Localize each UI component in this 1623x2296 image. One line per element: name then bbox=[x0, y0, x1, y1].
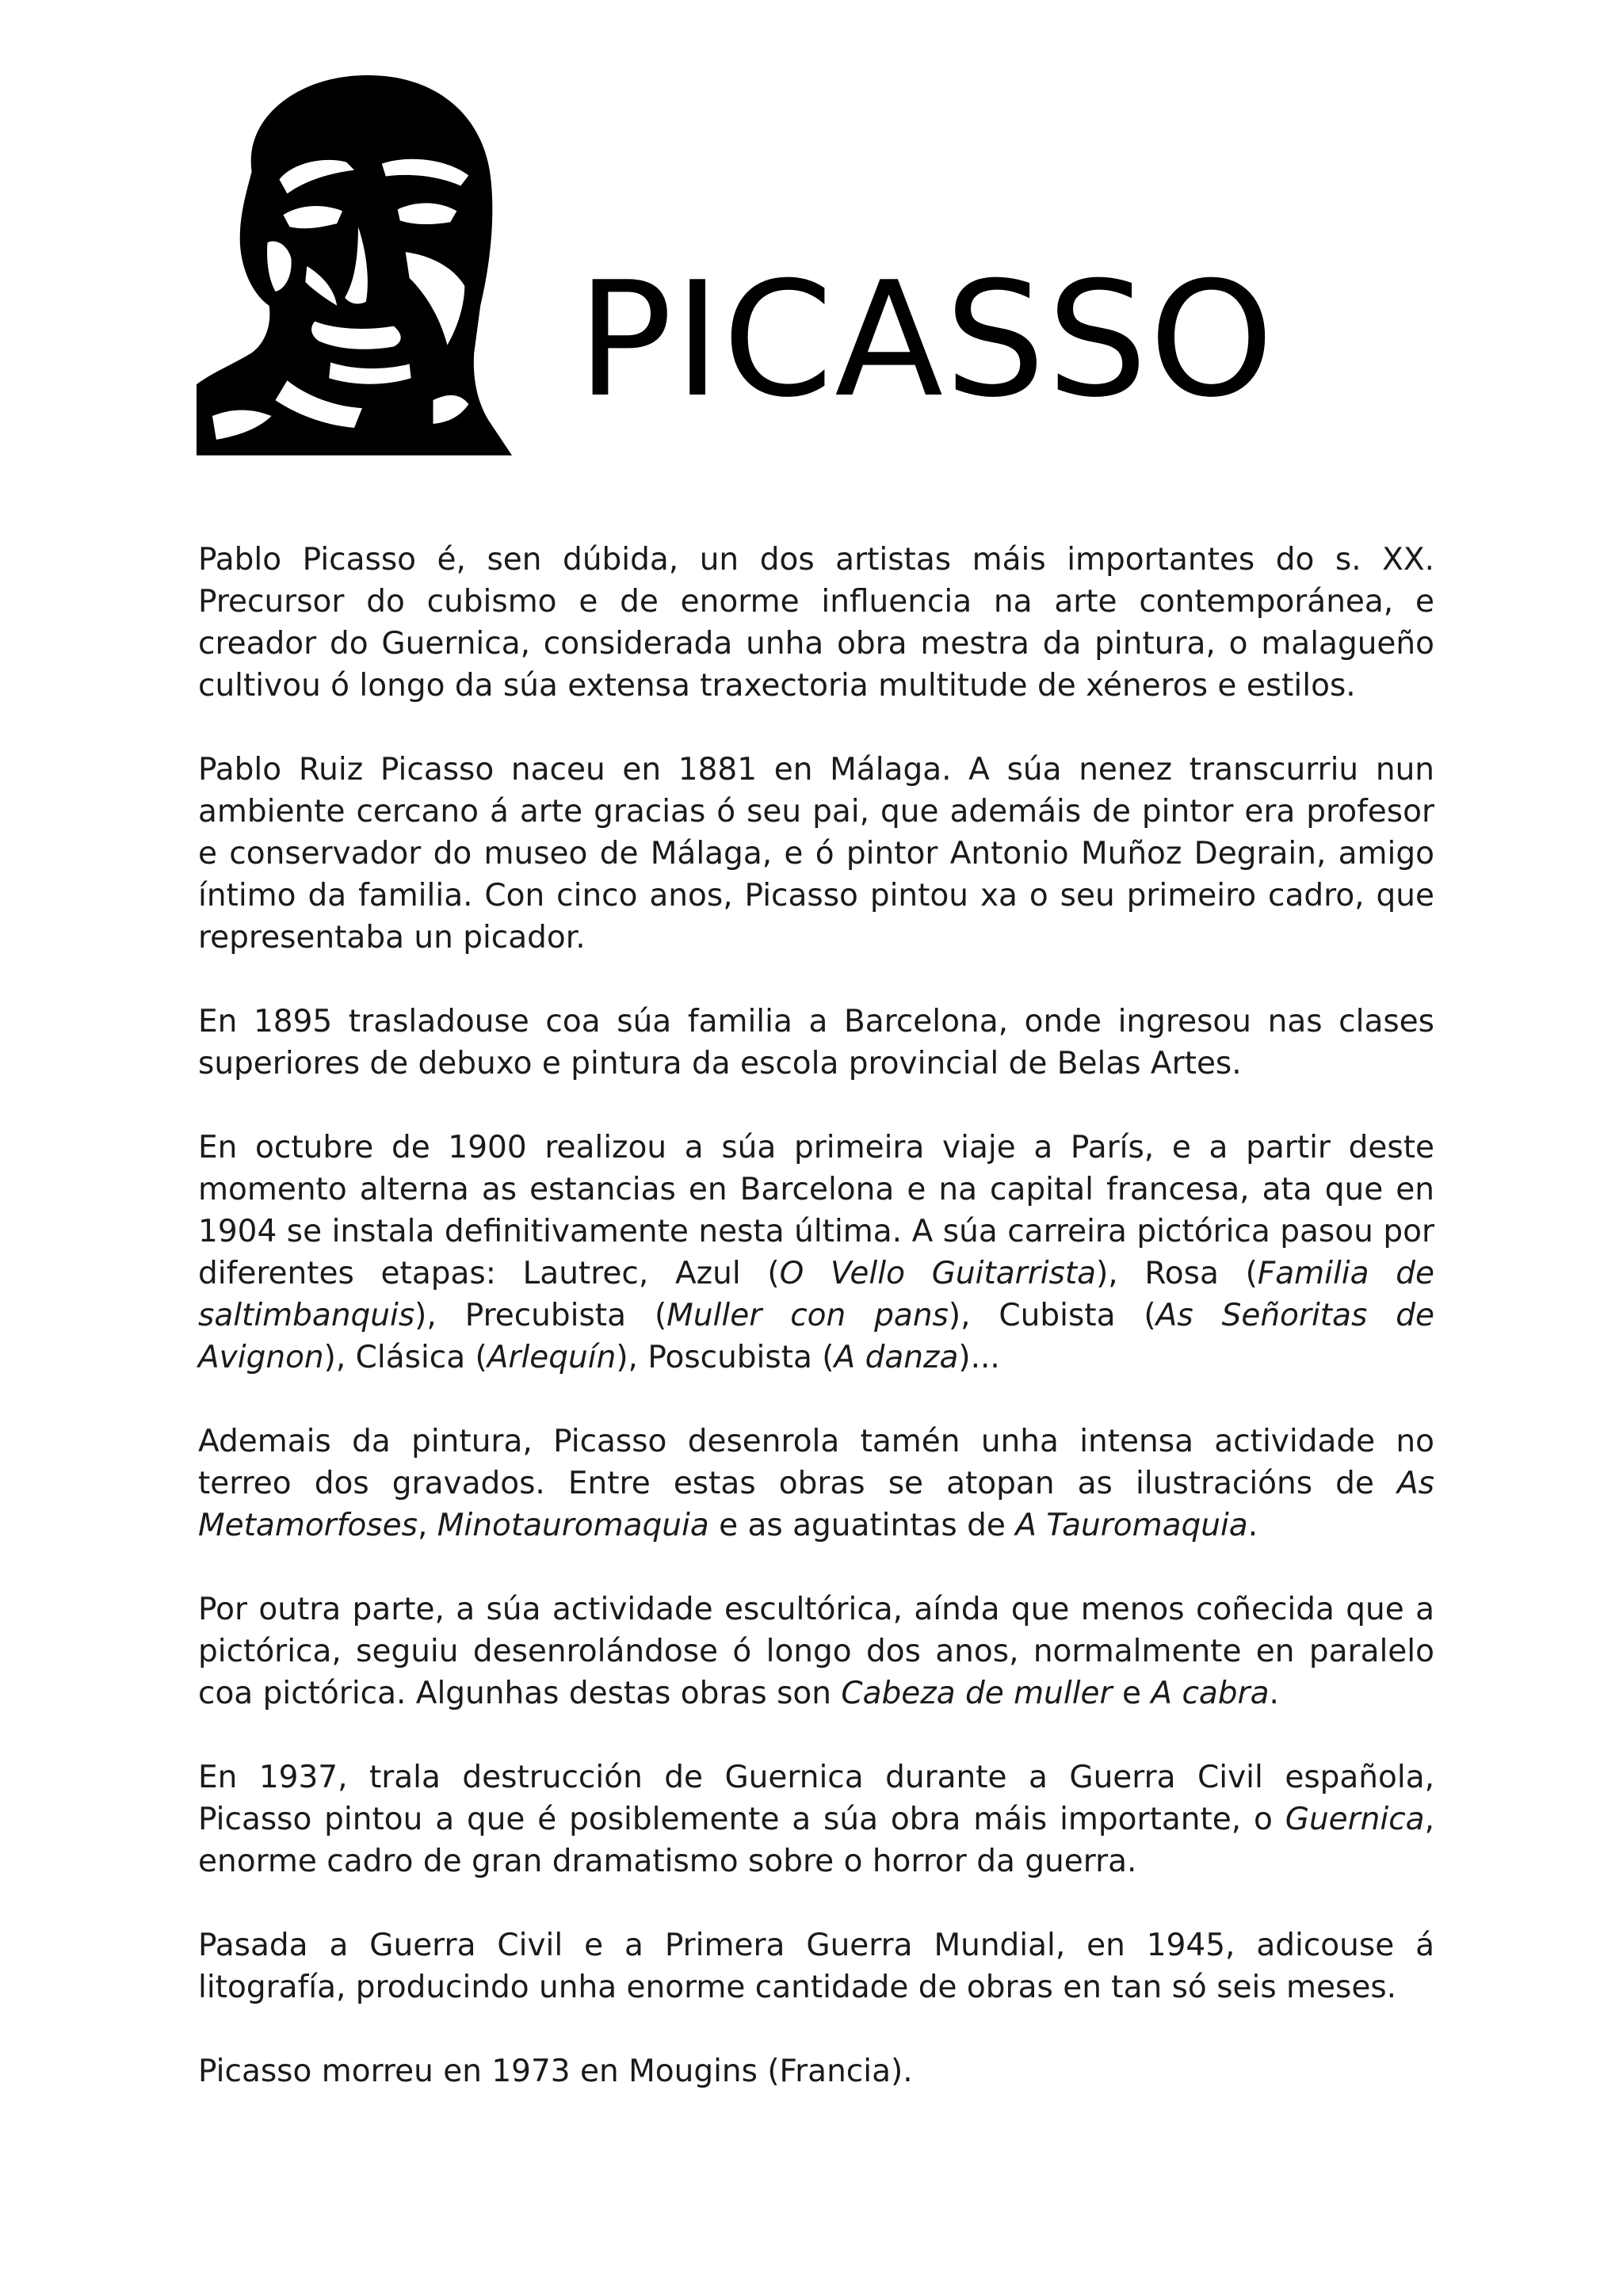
text-span: En octubre de 1900 realizou a súa primeira viaje a París, e a partir deste momento alterna as estancias en Barcelona e na capital francesa, ata que en 1904 se instala definitivamente nesta última. A súa carreira pictórica pasou por diferentes etapas: Lautrec, Azul ( bbox=[198, 1130, 1434, 1291]
text-span: e bbox=[1112, 1676, 1151, 1711]
paragraph-intro: Pablo Picasso é, sen dúbida, un dos artistas máis importantes do s. XX. Precursor do cubismo e de enorme influencia na arte contemporánea, e creador do Guernica, considerada unha obra mestra da pintura, o malagueño cultivou ó longo da súa extensa traxectoria multitude de xéneros e estilos. bbox=[198, 542, 1434, 704]
text-span: , enorme cadro de gran dramatismo sobre o horror da guerra. bbox=[198, 1802, 1434, 1879]
paragraph-death: Picasso morreu en 1973 en Mougins (Francia). bbox=[198, 2054, 913, 2089]
artwork-title: Guernica bbox=[1285, 1802, 1425, 1837]
artwork-title: Minotauromaquia bbox=[437, 1508, 709, 1543]
text-span: . bbox=[1247, 1508, 1258, 1543]
artwork-title: A danza bbox=[834, 1340, 959, 1375]
paragraph-lithography: Pasada a Guerra Civil e a Primera Guerra Mundial, en 1945, adicouse á litografía, producindo unha enorme cantidade de obras en tan só seis meses. bbox=[198, 1928, 1434, 2005]
text-span: ), Rosa ( bbox=[1096, 1256, 1258, 1291]
page-title: PICASSO bbox=[577, 248, 1276, 433]
text-span: En 1937, trala destrucción de Guernica durante a Guerra Civil española, Picasso pintou a que é posiblemente a súa obra máis importante, o bbox=[198, 1760, 1434, 1837]
artwork-title: Familia de saltimbanquis bbox=[198, 1256, 1435, 1333]
picasso-portrait-icon bbox=[197, 68, 512, 456]
paragraph-childhood: Pablo Ruiz Picasso naceu en 1881 en Málaga. A súa nenez transcurriu nun ambiente cercano á arte gracias ó seu pai, que ademáis de pintor era profesor e conservador do museo de Málaga, e ó pintor Antonio Muñoz Degrain, amigo íntimo da familia. Con cinco anos, Picasso pintou xa o seu primeiro cadro, que representaba un picador. bbox=[198, 752, 1434, 955]
paragraph-barcelona: En 1895 trasladouse coa súa familia a Barcelona, onde ingresou nas clases superiores de debuxo e pintura da escola provincial de Belas Artes. bbox=[198, 1004, 1434, 1081]
text-span: ), Precubista ( bbox=[414, 1298, 667, 1333]
text-span: Por outra parte, a súa actividade escultórica, aínda que menos coñecida que a pictórica, seguiu desenrolándose ó longo dos anos, normalmente en paralelo coa pictórica. Algunhas destas obras son bbox=[198, 1592, 1434, 1711]
paragraph-sculpture bbox=[198, 1589, 1434, 1714]
artwork-title: A Tauromaquia bbox=[1015, 1508, 1248, 1543]
text-span: ), Cubista ( bbox=[948, 1298, 1156, 1333]
text-span: Ademais da pintura, Picasso desenrola tamén unha intensa actividade no terreo dos gravados. Entre estas obras se atopan as ilustracións de bbox=[198, 1424, 1434, 1501]
text-span: ), Poscubista ( bbox=[616, 1340, 834, 1375]
text-span: ), Clásica ( bbox=[323, 1340, 487, 1375]
text-span: , bbox=[417, 1508, 437, 1543]
text-span: e as aguatintas de bbox=[708, 1508, 1016, 1543]
artwork-title: Muller con pans bbox=[666, 1298, 949, 1333]
artwork-title: As Metamorfoses bbox=[198, 1466, 1434, 1543]
paragraph-paris-stages bbox=[198, 1127, 1434, 1379]
paragraph-guernica bbox=[198, 1756, 1434, 1882]
artwork-title: As Señoritas de Avignon bbox=[198, 1298, 1434, 1375]
artwork-title: A cabra bbox=[1151, 1676, 1270, 1711]
paragraph-engravings bbox=[198, 1421, 1434, 1547]
article-body bbox=[198, 539, 1434, 2134]
artwork-title: Cabeza de muller bbox=[841, 1676, 1113, 1711]
text-span: )... bbox=[958, 1340, 1000, 1375]
artwork-title: Arlequín bbox=[487, 1340, 617, 1375]
text-span: . bbox=[1269, 1676, 1279, 1711]
artwork-title: O Vello Guitarrista bbox=[779, 1256, 1097, 1291]
